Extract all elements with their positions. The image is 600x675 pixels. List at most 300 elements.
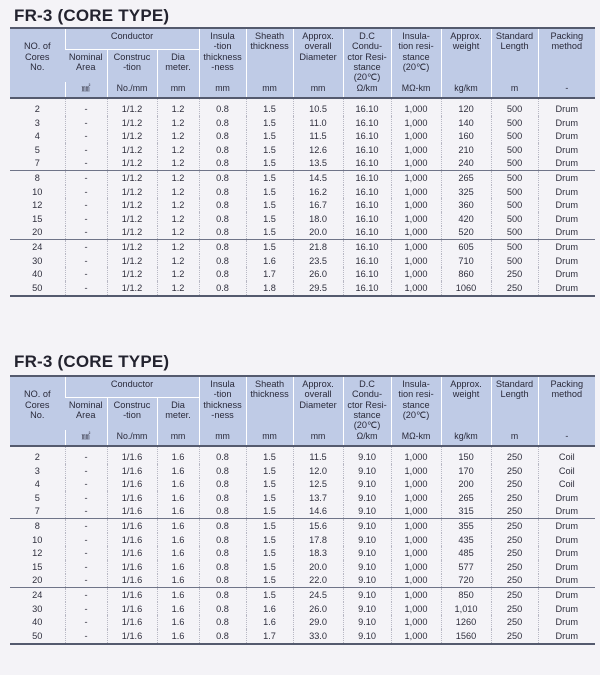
cell-standard-length: 500: [491, 130, 538, 144]
cell-weight: 605: [441, 240, 491, 254]
cell-nominal-area: -: [65, 560, 107, 574]
cell-diameter: 1.6: [157, 546, 199, 560]
cell-packing-method: Drum: [538, 615, 595, 629]
cell-weight: 485: [441, 546, 491, 560]
cell-cores: 30: [32, 603, 43, 614]
cell-weight: 1060: [441, 281, 491, 296]
cell-overall-diameter: 18.3: [293, 546, 343, 560]
cell-dc-resistance: 16.10: [343, 171, 391, 185]
header-diameter: Dia meter.: [157, 49, 199, 82]
cell-insulation-thickness: 0.8: [199, 533, 246, 547]
cell-overall-diameter: 17.8: [293, 533, 343, 547]
unit-cell: No./mm: [107, 430, 157, 446]
cell-dc-resistance: 9.10: [343, 464, 391, 478]
cell-dc-resistance: 9.10: [343, 491, 391, 505]
cell-insulation-thickness: 0.8: [199, 519, 246, 533]
header-weight: Approx. weight: [441, 376, 491, 430]
cell-packing-method: Drum: [538, 254, 595, 268]
cell-nominal-area: -: [65, 116, 107, 130]
cell-standard-length: 250: [491, 602, 538, 616]
cell-nominal-area: -: [65, 98, 107, 116]
cell-overall-diameter: 29.5: [293, 281, 343, 296]
table-row: [10, 602, 595, 616]
cell-nominal-area: -: [65, 546, 107, 560]
table-2-title: FR-3 (CORE TYPE): [14, 352, 170, 371]
cell-insulation-thickness: 0.8: [199, 130, 246, 144]
cell-construction: 1/1.2: [107, 130, 157, 144]
unit-cell: [10, 82, 65, 98]
cell-cores: 3: [34, 465, 40, 476]
cell-insulation-resistance: 1,000: [391, 254, 441, 268]
cell-weight: 265: [441, 171, 491, 185]
cell-cores: 5: [34, 492, 40, 503]
header-standard-length: Standard Length: [491, 376, 538, 430]
cell-packing-method: Coil: [538, 446, 595, 464]
cell-standard-length: 500: [491, 254, 538, 268]
cell-standard-length: 250: [491, 533, 538, 547]
cell-diameter: 1.6: [157, 491, 199, 505]
header-insulation-thickness: Insula -tion thickness -ness: [199, 28, 246, 82]
table-row: [10, 505, 595, 519]
unit-cell: [10, 430, 65, 446]
cell-insulation-resistance: 1,000: [391, 267, 441, 281]
cell-packing-method: Drum: [538, 588, 595, 602]
cell-weight: 520: [441, 226, 491, 240]
cell-dc-resistance: 16.10: [343, 116, 391, 130]
cell-cores: 20: [32, 227, 43, 238]
cell-standard-length: 500: [491, 240, 538, 254]
cell-insulation-thickness: 0.8: [199, 240, 246, 254]
cell-weight: 1260: [441, 615, 491, 629]
cell-packing-method: Coil: [538, 464, 595, 478]
table-row: [10, 185, 595, 199]
cell-cores: 50: [10, 281, 65, 296]
cell-insulation-thickness: 0.8: [199, 98, 246, 116]
cell-overall-diameter: 14.6: [293, 505, 343, 519]
table-1: [10, 27, 595, 297]
cell-standard-length: 500: [491, 198, 538, 212]
table-row: [10, 143, 595, 157]
cell-weight: 160: [441, 130, 491, 144]
cell-weight: 240: [441, 157, 491, 171]
cell-packing-method: Drum: [538, 171, 595, 185]
cell-standard-length: 250: [491, 546, 538, 560]
cell-packing-method: Drum: [538, 281, 595, 296]
cell-packing-method: Drum: [538, 143, 595, 157]
cell-diameter: 1.6: [157, 560, 199, 574]
unit-cell: mm: [199, 430, 246, 446]
cell-sheath-thickness: 1.5: [246, 198, 293, 212]
cell-overall-diameter: 16.2: [293, 185, 343, 199]
cell-construction: 1/1.6: [107, 505, 157, 519]
unit-cell: m: [491, 82, 538, 98]
header-sheath-thickness: Sheath thickness: [246, 28, 293, 82]
cell-diameter: 1.2: [157, 185, 199, 199]
cell-standard-length: 250: [491, 615, 538, 629]
table-row: [10, 130, 595, 144]
cell-packing-method: Drum: [538, 602, 595, 616]
cell-standard-length: 500: [491, 171, 538, 185]
cell-insulation-resistance: 1,000: [391, 240, 441, 254]
cell-packing-method: Drum: [538, 240, 595, 254]
cell-diameter: 1.2: [157, 198, 199, 212]
cell-dc-resistance: 9.10: [343, 546, 391, 560]
cell-cores: 8: [10, 171, 65, 185]
cell-insulation-resistance: 1,000: [391, 629, 441, 644]
cell-sheath-thickness: 1.5: [246, 130, 293, 144]
cell-construction: 1/1.6: [107, 519, 157, 533]
table-row: [10, 574, 595, 588]
cell-construction: 1/1.6: [107, 464, 157, 478]
cell-weight: 420: [441, 212, 491, 226]
cell-weight: 435: [441, 533, 491, 547]
cell-insulation-resistance: 1,000: [391, 505, 441, 519]
unit-cell: -: [538, 430, 595, 446]
cell-weight: 265: [441, 491, 491, 505]
cell-packing-method: Drum: [538, 267, 595, 281]
header-overall-diameter: Approx. overall Diameter: [293, 376, 343, 430]
cell-weight: 1,010: [441, 602, 491, 616]
cell-insulation-thickness: 0.8: [199, 602, 246, 616]
table-row: [10, 615, 595, 629]
table-row: [10, 478, 595, 492]
cell-insulation-resistance: 1,000: [391, 98, 441, 116]
cell-nominal-area: -: [65, 505, 107, 519]
unit-cell: kg/km: [441, 430, 491, 446]
unit-cell: mm: [157, 82, 199, 98]
cell-construction: 1/1.6: [107, 446, 157, 464]
header-weight: Approx. weight: [441, 28, 491, 82]
cell-insulation-resistance: 1,000: [391, 560, 441, 574]
cell-construction: 1/1.2: [107, 226, 157, 240]
header-cores: NO. of Cores No.: [10, 28, 65, 82]
cell-overall-diameter: 33.0: [293, 629, 343, 644]
cell-sheath-thickness: 1.6: [246, 615, 293, 629]
table-row: [10, 116, 595, 130]
table-row: [10, 446, 595, 464]
cell-overall-diameter: 14.5: [293, 171, 343, 185]
cable-spec-table-2: [10, 375, 595, 645]
cell-dc-resistance: 9.10: [343, 446, 391, 464]
cell-construction: 1/1.2: [107, 143, 157, 157]
cell-overall-diameter: 24.5: [293, 588, 343, 602]
cell-dc-resistance: 16.10: [343, 130, 391, 144]
cell-construction: 1/1.2: [107, 116, 157, 130]
cell-diameter: 1.2: [157, 130, 199, 144]
cell-diameter: 1.6: [157, 505, 199, 519]
cell-cores: 4: [34, 479, 40, 490]
cell-dc-resistance: 9.10: [343, 615, 391, 629]
cell-nominal-area: -: [65, 212, 107, 226]
cell-sheath-thickness: 1.5: [246, 491, 293, 505]
cell-insulation-thickness: 0.8: [199, 171, 246, 185]
unit-cell: -: [538, 82, 595, 98]
cell-diameter: 1.6: [157, 588, 199, 602]
header-insulation-resistance: Insula- tion resi- stance (20℃): [391, 376, 441, 430]
units-row: [10, 430, 595, 446]
cell-insulation-resistance: 1,000: [391, 491, 441, 505]
header-dc-resistance: D.C Condu- ctor Resi- stance (20℃): [343, 28, 391, 82]
cell-standard-length: 250: [491, 574, 538, 588]
cell-diameter: 1.6: [157, 602, 199, 616]
cell-insulation-resistance: 1,000: [391, 546, 441, 560]
cell-construction: 1/1.2: [107, 267, 157, 281]
cell-diameter: 1.2: [157, 267, 199, 281]
cell-nominal-area: -: [65, 185, 107, 199]
table-row: [10, 519, 595, 533]
cell-standard-length: 500: [491, 98, 538, 116]
cell-sheath-thickness: 1.5: [246, 171, 293, 185]
cell-diameter: 1.6: [157, 533, 199, 547]
header-construction: Construc -tion: [107, 397, 157, 430]
table-row: [10, 198, 595, 212]
table-row: [10, 254, 595, 268]
cell-construction: 1/1.6: [107, 560, 157, 574]
cell-weight: 850: [441, 588, 491, 602]
header-standard-length: Standard Length: [491, 28, 538, 82]
cell-overall-diameter: 20.0: [293, 226, 343, 240]
cell-insulation-resistance: 1,000: [391, 574, 441, 588]
cell-packing-method: Drum: [538, 198, 595, 212]
unit-cell: MΩ-km: [391, 430, 441, 446]
cell-cores: 24: [10, 240, 65, 254]
cell-sheath-thickness: 1.7: [246, 267, 293, 281]
cell-packing-method: Drum: [538, 98, 595, 116]
cell-overall-diameter: 26.0: [293, 602, 343, 616]
cell-standard-length: 500: [491, 185, 538, 199]
cell-cores: 4: [34, 131, 40, 142]
cell-cores: 2: [10, 446, 65, 464]
table-1-title: FR-3 (CORE TYPE): [14, 6, 170, 25]
cell-sheath-thickness: 1.5: [246, 588, 293, 602]
cell-insulation-thickness: 0.8: [199, 491, 246, 505]
cell-standard-length: 500: [491, 226, 538, 240]
cell-diameter: 1.6: [157, 519, 199, 533]
cell-sheath-thickness: 1.5: [246, 143, 293, 157]
unit-cell: mm: [199, 82, 246, 98]
table-row: [10, 98, 595, 116]
cell-standard-length: 250: [491, 505, 538, 519]
header-nominal-area: Nominal Area: [65, 397, 107, 430]
cell-insulation-thickness: 0.8: [199, 574, 246, 588]
cell-insulation-resistance: 1,000: [391, 464, 441, 478]
cell-standard-length: 250: [491, 267, 538, 281]
unit-cell: MΩ-km: [391, 82, 441, 98]
cell-weight: 315: [441, 505, 491, 519]
cell-weight: 210: [441, 143, 491, 157]
cell-sheath-thickness: 1.6: [246, 254, 293, 268]
header-insulation-thickness: Insula -tion thickness -ness: [199, 376, 246, 430]
cell-construction: 1/1.6: [107, 546, 157, 560]
cell-packing-method: Drum: [538, 629, 595, 644]
cell-dc-resistance: 16.10: [343, 267, 391, 281]
cell-insulation-thickness: 0.8: [199, 446, 246, 464]
cell-overall-diameter: 22.0: [293, 574, 343, 588]
cell-overall-diameter: 26.0: [293, 267, 343, 281]
cell-weight: 360: [441, 198, 491, 212]
header-insulation-resistance: Insula- tion resi- stance (20℃): [391, 28, 441, 82]
cell-standard-length: 250: [491, 588, 538, 602]
cell-diameter: 1.2: [157, 116, 199, 130]
table-row: [10, 629, 595, 644]
cell-weight: 200: [441, 478, 491, 492]
cell-insulation-resistance: 1,000: [391, 615, 441, 629]
cell-dc-resistance: 9.10: [343, 519, 391, 533]
cell-insulation-resistance: 1,000: [391, 446, 441, 464]
cell-dc-resistance: 9.10: [343, 478, 391, 492]
cell-insulation-thickness: 0.8: [199, 116, 246, 130]
table-row: [10, 212, 595, 226]
cell-standard-length: 250: [491, 519, 538, 533]
cell-construction: 1/1.2: [107, 185, 157, 199]
table-row: [10, 491, 595, 505]
cell-construction: 1/1.6: [107, 491, 157, 505]
cell-insulation-resistance: 1,000: [391, 226, 441, 240]
cell-cores: 40: [32, 269, 43, 280]
cell-standard-length: 500: [491, 212, 538, 226]
cell-dc-resistance: 16.10: [343, 254, 391, 268]
cell-nominal-area: -: [65, 267, 107, 281]
cell-nominal-area: -: [65, 574, 107, 588]
cell-overall-diameter: 12.6: [293, 143, 343, 157]
cell-construction: 1/1.2: [107, 171, 157, 185]
cell-dc-resistance: 16.10: [343, 226, 391, 240]
units-row: [10, 82, 595, 98]
cell-dc-resistance: 9.10: [343, 588, 391, 602]
cell-dc-resistance: 16.10: [343, 281, 391, 296]
cell-dc-resistance: 16.10: [343, 240, 391, 254]
cell-nominal-area: -: [65, 281, 107, 296]
cell-cores: 10: [32, 534, 43, 545]
cell-insulation-resistance: 1,000: [391, 519, 441, 533]
cell-insulation-thickness: 0.8: [199, 226, 246, 240]
cell-sheath-thickness: 1.5: [246, 98, 293, 116]
unit-cell: mm: [246, 430, 293, 446]
cell-nominal-area: -: [65, 491, 107, 505]
cell-dc-resistance: 9.10: [343, 602, 391, 616]
unit-cell: mm: [246, 82, 293, 98]
cell-overall-diameter: 11.0: [293, 116, 343, 130]
cell-insulation-resistance: 1,000: [391, 212, 441, 226]
cell-diameter: 1.6: [157, 464, 199, 478]
cell-diameter: 1.2: [157, 240, 199, 254]
table-2: [10, 375, 595, 645]
cell-overall-diameter: 18.0: [293, 212, 343, 226]
table-row: [10, 240, 595, 254]
table-row: [10, 281, 595, 296]
table-row: [10, 226, 595, 240]
cell-insulation-resistance: 1,000: [391, 281, 441, 296]
cell-construction: 1/1.6: [107, 533, 157, 547]
cell-standard-length: 250: [491, 464, 538, 478]
cell-nominal-area: -: [65, 157, 107, 171]
table-row: [10, 560, 595, 574]
cell-insulation-resistance: 1,000: [391, 130, 441, 144]
cell-standard-length: 250: [491, 491, 538, 505]
cell-weight: 355: [441, 519, 491, 533]
cell-overall-diameter: 11.5: [293, 130, 343, 144]
cell-diameter: 1.2: [157, 226, 199, 240]
cell-sheath-thickness: 1.5: [246, 478, 293, 492]
cell-standard-length: 250: [491, 478, 538, 492]
cell-cores: 24: [10, 588, 65, 602]
cell-sheath-thickness: 1.5: [246, 533, 293, 547]
cell-sheath-thickness: 1.5: [246, 116, 293, 130]
header-cores: NO. of Cores No.: [10, 376, 65, 430]
cell-packing-method: Drum: [538, 546, 595, 560]
cell-construction: 1/1.2: [107, 240, 157, 254]
cell-nominal-area: -: [65, 226, 107, 240]
cell-insulation-thickness: 0.8: [199, 198, 246, 212]
cell-nominal-area: -: [65, 602, 107, 616]
cell-insulation-resistance: 1,000: [391, 171, 441, 185]
cell-sheath-thickness: 1.5: [246, 212, 293, 226]
cell-sheath-thickness: 1.6: [246, 602, 293, 616]
cell-nominal-area: -: [65, 588, 107, 602]
unit-cell: ㎟: [65, 82, 107, 98]
cell-insulation-resistance: 1,000: [391, 588, 441, 602]
cell-nominal-area: -: [65, 629, 107, 644]
cell-nominal-area: -: [65, 171, 107, 185]
cell-construction: 1/1.6: [107, 588, 157, 602]
unit-cell: m: [491, 430, 538, 446]
cell-packing-method: Drum: [538, 533, 595, 547]
table-row: [10, 533, 595, 547]
cell-dc-resistance: 9.10: [343, 574, 391, 588]
cell-standard-length: 250: [491, 446, 538, 464]
cell-nominal-area: -: [65, 519, 107, 533]
cell-diameter: 1.6: [157, 629, 199, 644]
cell-nominal-area: -: [65, 240, 107, 254]
cell-insulation-thickness: 0.8: [199, 505, 246, 519]
cell-overall-diameter: 23.5: [293, 254, 343, 268]
table-2-body: [10, 446, 595, 643]
cell-cores: 40: [32, 617, 43, 628]
cell-dc-resistance: 9.10: [343, 560, 391, 574]
cell-construction: 1/1.6: [107, 478, 157, 492]
cell-weight: 720: [441, 574, 491, 588]
cell-packing-method: Drum: [538, 226, 595, 240]
cable-spec-table-1: [10, 27, 595, 297]
table-row: [10, 464, 595, 478]
cell-diameter: 1.6: [157, 615, 199, 629]
cell-insulation-thickness: 0.8: [199, 157, 246, 171]
header-conductor: Conductor: [65, 376, 199, 397]
cell-cores: 8: [10, 519, 65, 533]
cell-dc-resistance: 9.10: [343, 629, 391, 644]
cell-packing-method: Drum: [538, 519, 595, 533]
unit-cell: kg/km: [441, 82, 491, 98]
cell-cores: 12: [32, 548, 43, 559]
header-packing-method: Packing method: [538, 28, 595, 82]
cell-nominal-area: -: [65, 464, 107, 478]
cell-cores: 7: [34, 158, 40, 169]
cell-cores: 10: [32, 186, 43, 197]
header-diameter: Dia meter.: [157, 397, 199, 430]
cell-dc-resistance: 16.10: [343, 185, 391, 199]
cell-insulation-resistance: 1,000: [391, 602, 441, 616]
unit-cell: mm: [157, 430, 199, 446]
cell-packing-method: Drum: [538, 574, 595, 588]
cell-cores: 50: [10, 629, 65, 644]
cell-diameter: 1.6: [157, 478, 199, 492]
cell-overall-diameter: 12.5: [293, 478, 343, 492]
cell-standard-length: 250: [491, 560, 538, 574]
cell-construction: 1/1.6: [107, 629, 157, 644]
header-conductor: Conductor: [65, 28, 199, 49]
cell-packing-method: Coil: [538, 478, 595, 492]
cell-nominal-area: -: [65, 130, 107, 144]
